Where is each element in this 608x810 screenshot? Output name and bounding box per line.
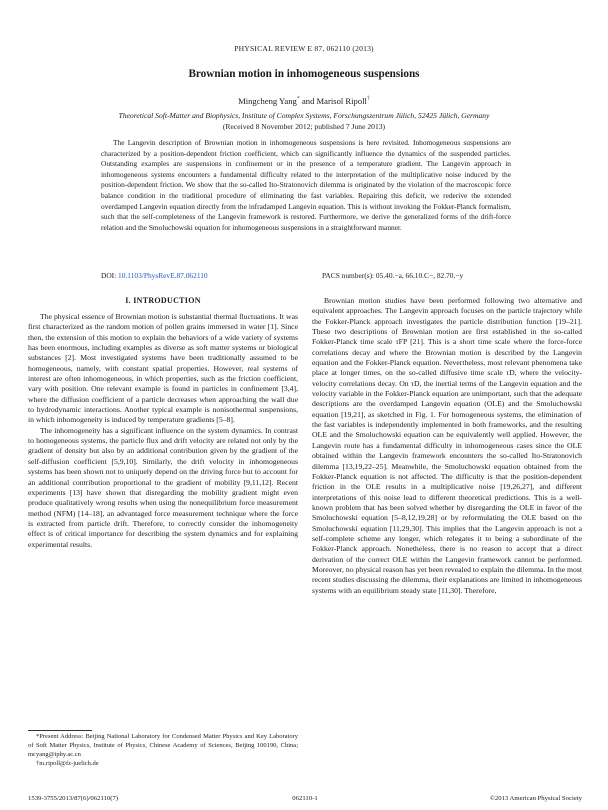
body-paragraph: The physical essence of Brownian motion is substantial thermal fluctuations. It was first characterized as the random motion of pollen grains immersed in water [1]. Since then, the extension of this motion to explain the behaviors of a wide variety of systems has been enormous, including examples as diverse as soft matter systems or biological substances [2]. Most investigated systems have been traditionally assumed to be homogeneous, namely, with constant spatial properties. However, real systems of interest are often inhomogeneous, in which properties, such as the friction coefficient, vary with position. One relevant example is found in particles in confinement [3,4], where the diffusion coefficient of a particle decreases when approaching the wall due to hydrodynamic interactions. Another typical example is nonisothermal suspensions, in which inhomogeneity is induced by temperature gradients [5–8]. — [28, 312, 298, 425]
footnotes — [28, 733, 298, 769]
section-heading: I. INTRODUCTION — [125, 296, 201, 305]
pacs-numbers: PACS number(s): 05.40.−a, 66.10.C−, 82.70.−y — [322, 271, 464, 280]
abstract: The Langevin description of Brownian motion in inhomogeneous suspensions is here revisited. Inhomogeneous suspensions are characterized by a position-dependent friction coefficient, which can significantly influence the dynamics of the suspended particles. Outstanding examples are suspensions in confinement or in the presence of a temperature gradient. The Langevin approach in inhomogeneous systems encounters a fundamental difficulty related to the interpretation of the multiplicative noise induced by the position-dependent friction. We show that the so-called Ito-Stratonovich dilemma is originated by the violation of the macroscopic force balance condition in the traditional procedure of eliminating the fast variables. Repairing this deficit, we rederive the extended overdamped Langevin equation directly from the infradamped Langevin equation. This is without invoking the Fokker-Planck formalism, such that the self-completeness of the Langevin framework is restored. Furthermore, we derive the generalized forms of the drift-force relation and the Smoluchowski equation for inhomogeneous suspensions in a straightforward manner. — [101, 138, 511, 232]
footnote: *Present Address: Beijing National Laboratory for Condensed Matter Physics and Key Laboratory of Soft Matter Physics, Institute of Physics, Chinese Academy of Sciences, Beijing 100190, China; mcyang@iphy.ac.cn — [28, 733, 298, 758]
author-line — [0, 96, 608, 106]
footnote: †m.ripoll@fz-juelich.de — [36, 759, 99, 767]
author-name: Mingcheng Yang — [238, 96, 297, 106]
right-column — [312, 296, 582, 596]
affiliation: Theoretical Soft-Matter and Biophysics, Institute of Complex Systems, Forschungszentrum Jülich, 52425 Jülich, Germany — [118, 111, 490, 120]
page-number: 062110-1 — [292, 795, 318, 802]
author-footnote-link[interactable]: * — [296, 96, 300, 103]
doi-label: DOI: — [101, 271, 119, 280]
author-name: Marisol Ripoll — [316, 96, 367, 106]
footer-issn: 1539-3755/2013/87(6)/062110(7) — [28, 795, 119, 802]
footnote-divider — [28, 730, 92, 731]
received-date: (Received 8 November 2012; published 7 June 2013) — [222, 122, 386, 131]
running-head: PHYSICAL REVIEW E 87, 062110 (2013) — [234, 44, 374, 53]
paper-title: Brownian motion in inhomogeneous suspensions — [188, 68, 420, 80]
author-footnote-link[interactable]: † — [366, 96, 370, 103]
doi — [101, 271, 208, 280]
doi-link[interactable]: 10.1103/PhysRevE.87.062110 — [118, 271, 208, 280]
author-conjunction: and — [299, 96, 317, 106]
copyright: ©2013 American Physical Society — [489, 795, 582, 802]
body-paragraph: The inhomogeneity has a significant influence on the system dynamics. In contrast to homogeneous systems, the particle flux and drift velocity are related not only by the gradient of density but also by an additional contribution given by the gradient of the self-diffusion coefficient [5,9,10]. Similarly, the drift velocity in inhomogeneous systems has been shown not to uniquely depend on the driving force but to account for an additional contribution proportional to the gradient of mobility [9,11,12]. Recent experiments [13] have shown that disregarding the mobility gradient might even produce qualitatively wrong results when using the nonequilibrium force measurement method (NFM) [14–18], an advantaged force measurement technique where the force is extracted from particle drift. Therefore, to correctly consider the inhomogeneity effect is of critical importance for describing the system dynamics and for explaining experimental results. — [28, 425, 298, 549]
left-column — [28, 296, 298, 550]
body-paragraph: Brownian motion studies have been performed following two alternative and equivalent approaches. The Langevin approach focuses on the particle trajectory while the Fokker-Planck approach investigates the particle distribution function [19–21]. These two descriptions of Brownian motion are first established in the so-called Fokker-Planck time scale τFP [21]. This is a short time scale where the force-force correlations decay and where the Brownian motion is described by the Langevin equation and the Fokker-Planck equation. Nevertheless, most relevant phenomena take place at longer times, on the so-called diffusive time scale τD, where the velocity-velocity correlations decay. On τD, the inertial terms of the Langevin equation and the velocity variable in the Fokker-Planck equation are unimportant, such that the adequate descriptions are the overdamped Langevin equation (OLE) and the Smoluchowski equation [19,21], as sketched in Fig. 1. For homogeneous systems, the elimination of the fast variables is independently implemented in both frameworks, and the resulting OLE and the Smoluchowski equation can be equivalently well applied. However, the Langevin route has a fundamental difficulty in inhomogeneous cases since the OLE obtained within the Langevin framework encounters the so-called Ito-Stratonovich dilemma [13,19,22–25]. Meanwhile, the Smoluchowski equation obtained from the Fokker-Planck equation is not affected. The difficulty is that the position-dependent friction in the OLE results in a multiplicative noise [19,26,27], and different interpretations of this noise lead to different theoretical predictions. This is a well-known problem that has been solved whether by disregarding the OLE in favor of the Smoluchowski equation [5–8,12,19,28] or by reformulating the OLE based on the Smoluchowski equation [11,29,30]. This implies that the Langevin approach is not a self-complete scheme any longer, which relegates it to being a subordinate of the Fokker-Planck approach. Nonetheless, there is no reason to accept that a direct derivation of the correct OLE within the Langevin framework cannot be performed. Moreover, no physical reason has yet been revealed to explain the dilemma. In the most recent studies discussing the dilemma, their explanations are limited in inhomogeneous systems with an equilibrium steady state [11,30]. Therefore, — [312, 296, 582, 595]
